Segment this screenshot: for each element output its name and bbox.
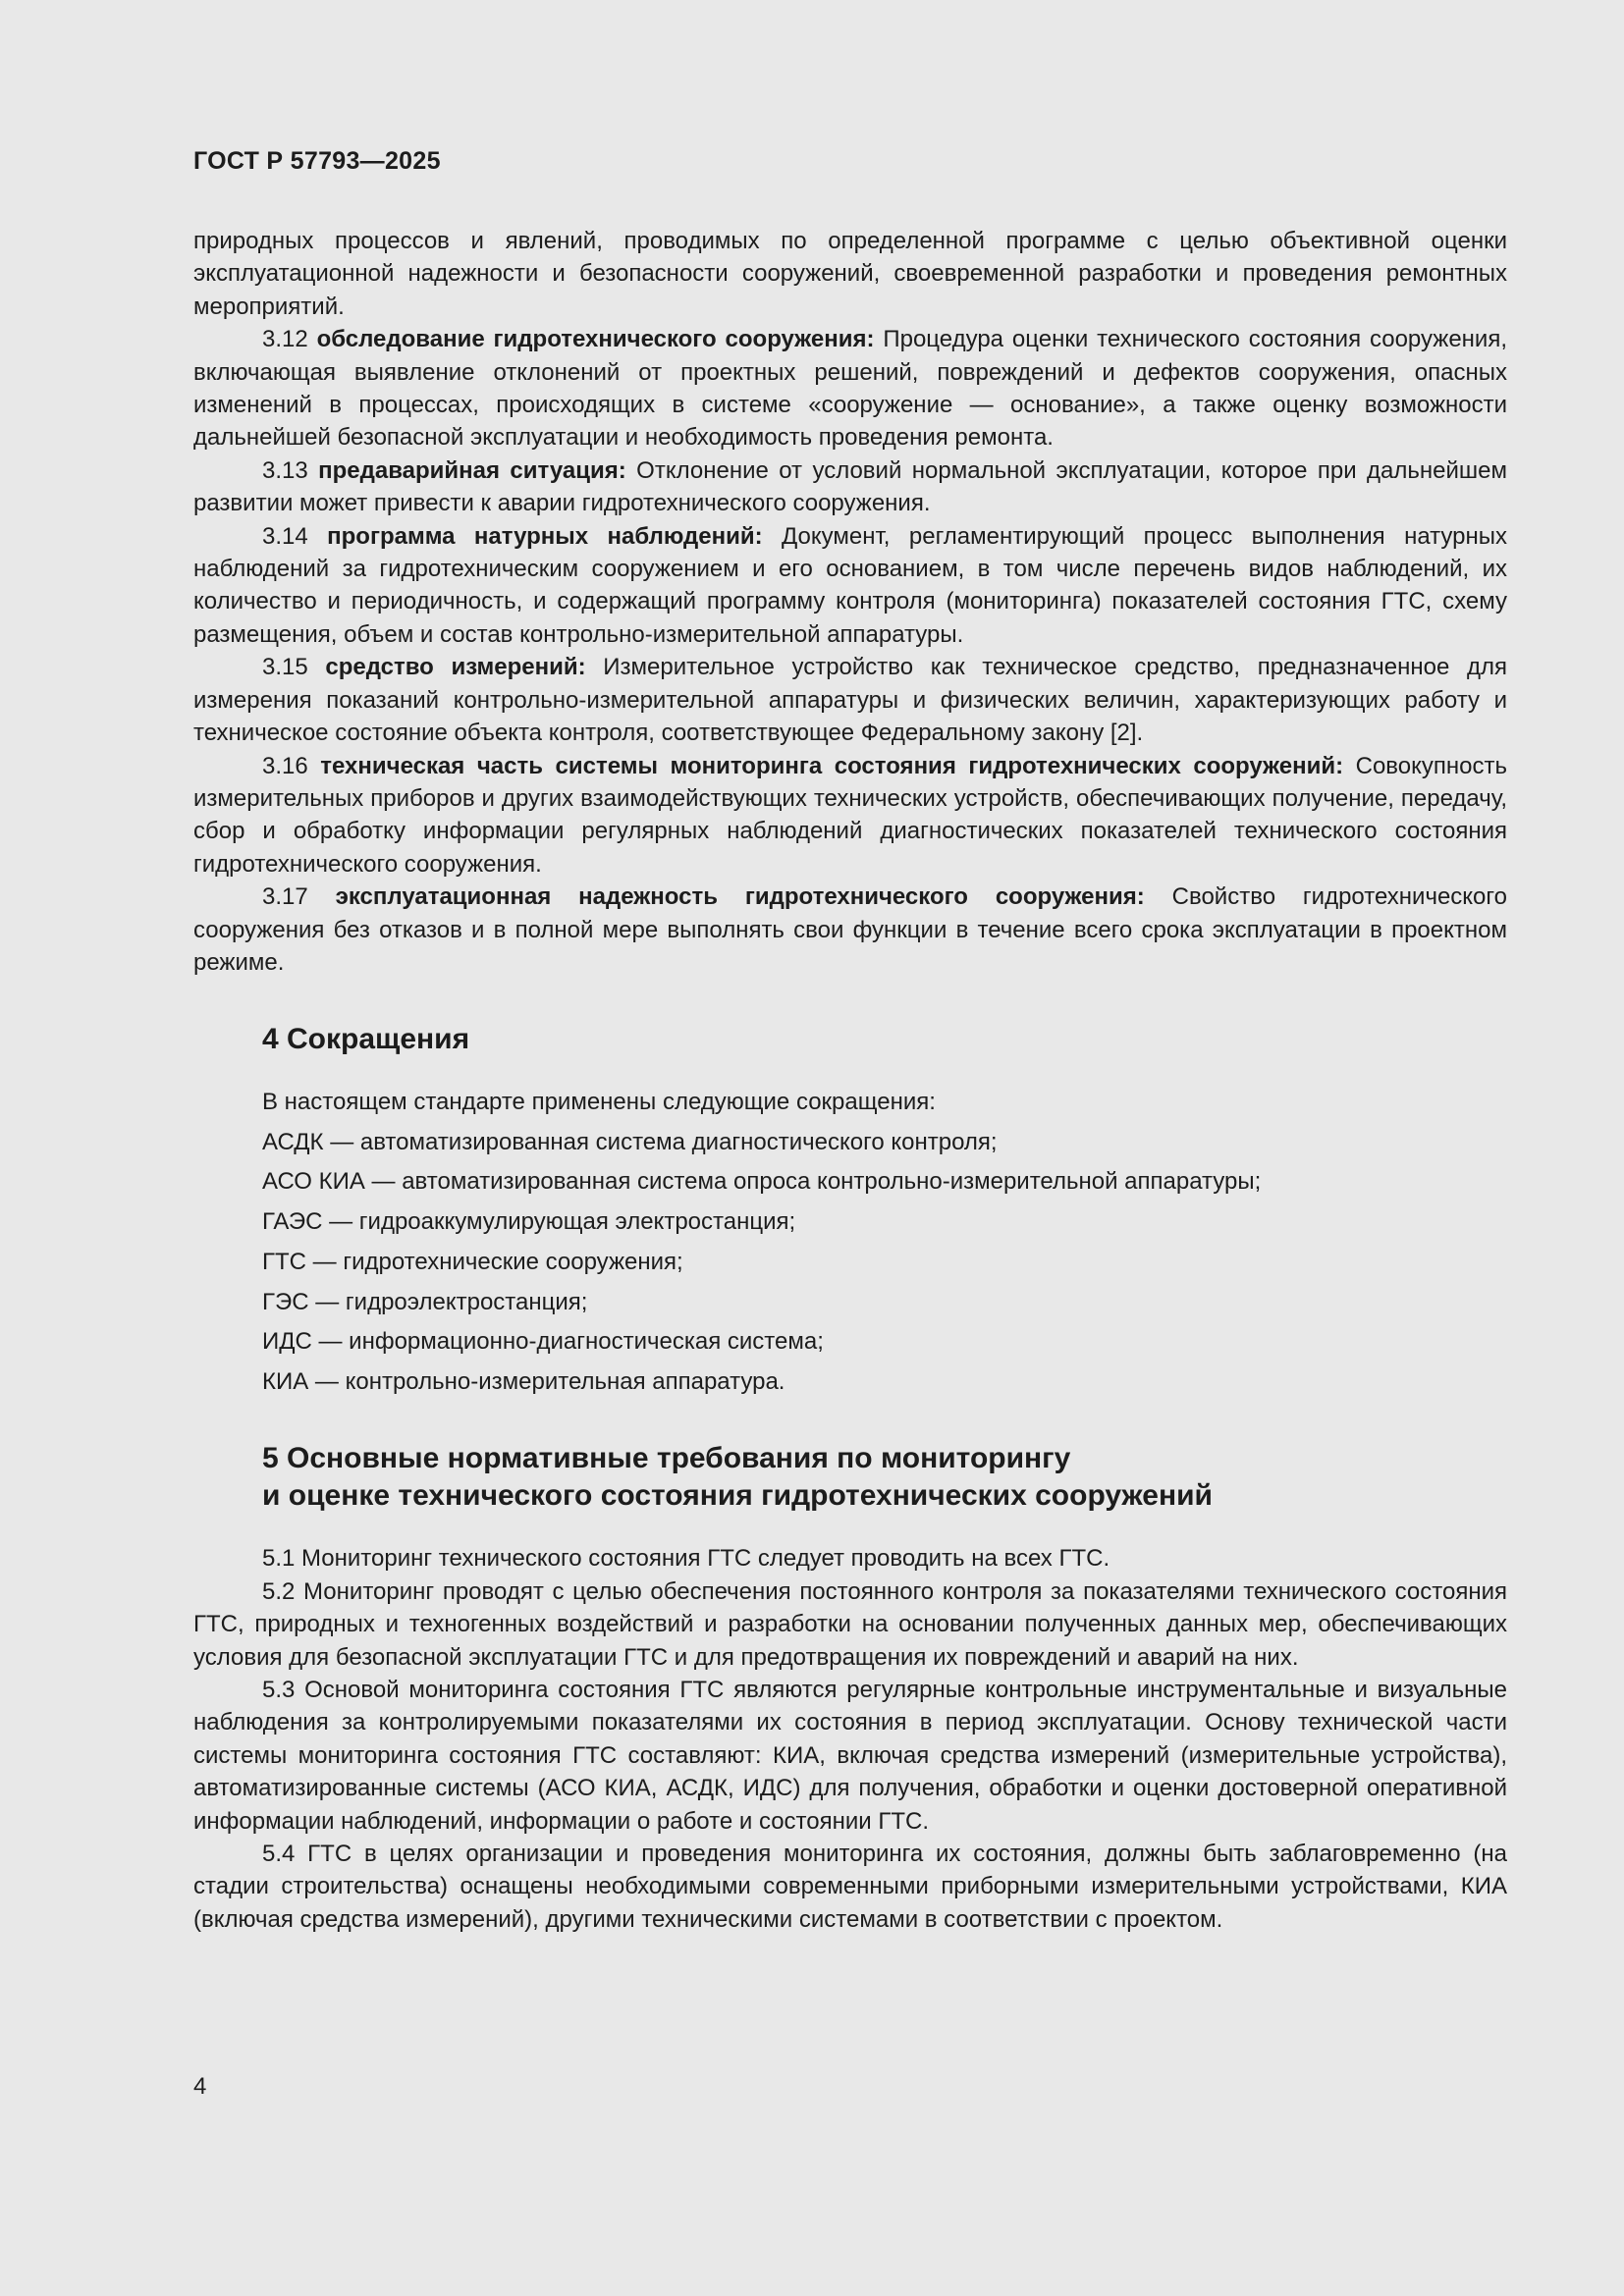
defined-term: программа натурных наблюдений: <box>327 522 763 550</box>
definition-text: Процедура оценки технического состояния сооружения, включающая выявление отклонений от проектных решений, повреждений и дефектов сооружения, опасных изменений в процессах, происходящих в системе «сооружение — основание», а также оценку возможности дальнейшей безопасной эксплуатации и необходимость проведения ремонта. <box>193 326 1507 452</box>
abbreviation-item: ГАЭС — гидроаккумулирующая электростанция; <box>262 1208 796 1236</box>
definition-text: Совокупность измерительных приборов и других взаимодействующих технических устройств, обеспечивающих получение, передачу, сбор и обработку информации регулярных наблюдений диагностических показателей технического состояния гидротехнического сооружения. <box>193 752 1507 878</box>
abbreviation-item: АСДК — автоматизированная система диагностического контроля; <box>262 1128 998 1155</box>
definition-3-13 <box>193 454 1507 520</box>
clause-5-4: 5.4 ГТС в целях организации и проведения мониторинга их состояния, должны быть заблаговременно (на стадии строительства) оснащены необходимыми современными приборными измерительными устройствами, КИА (включая средства измерений), другими техническими системами в соответствии с проектом. <box>193 1841 1507 1933</box>
clause-number: 3.14 <box>262 522 328 550</box>
clause-number: 3.13 <box>262 456 319 484</box>
paragraph-continuation: природных процессов и явлений, проводимых по определенной программе с целью объективной оценки эксплуатационной надежности и безопасности сооружений, своевременной разработки и проведения ремонтных мероприятий. <box>193 228 1507 320</box>
document-body <box>193 225 1507 1936</box>
section-5-title <box>262 1440 1507 1515</box>
clause-number: 3.16 <box>262 752 321 779</box>
definition-text: Отклонение от условий нормальной эксплуатации, которое при дальнейшем развитии может привести к аварии гидротехнического сооружения. <box>193 456 1508 517</box>
abbreviation-item: ГЭС — гидроэлектростанция; <box>262 1288 588 1315</box>
abbreviations-list <box>193 1126 1507 1399</box>
clause-number: 3.15 <box>262 654 326 681</box>
defined-term: эксплуатационная надежность гидротехнического сооружения: <box>335 883 1145 911</box>
abbreviation-item: ИДС — информационно-диагностическая система; <box>262 1328 824 1356</box>
defined-term: предаварийная ситуация: <box>318 456 626 484</box>
definition-text: Документ, регламентирующий процесс выполнения натурных наблюдений за гидротехническим сооружением и его основанием, в том числе перечень видов наблюдений, их количество и периодичность, и содержащий программу контроля (мониторинга) показателей состояния ГТС, схему размещения, объем и состав контрольно-измерительной аппаратуры. <box>193 522 1507 648</box>
section-5-title-line-1: 5 Основные нормативные требования по мониторингу <box>262 1442 1071 1475</box>
defined-term: средство измерений: <box>325 654 586 681</box>
document-header: ГОСТ Р 57793—2025 <box>193 147 441 175</box>
clause-5-3: 5.3 Основой мониторинга состояния ГТС являются регулярные контрольные инструментальные и визуальные наблюдения за контролируемыми показателями их состояния в период эксплуатации. Основу технической части системы мониторинга состояния ГТС составляют: КИА, включая средства измерений (измерительные устройства), автоматизированные системы (АСО КИА, АСДК, ИДС) для получения, обработки и оценки достоверной оперативной информации наблюдений, информации о работе и состоянии ГТС. <box>193 1677 1507 1835</box>
definition-3-14 <box>193 520 1507 652</box>
definition-3-15 <box>193 651 1507 749</box>
clause-5-2: 5.2 Мониторинг проводят с целью обеспечения постоянного контроля за показателями технического состояния ГТС, природных и техногенных воздействий и разработки на основании полученных данных мер, обеспечивающих условия для безопасной эксплуатации ГТС и для предотвращения их повреждений и аварий на них. <box>193 1577 1507 1671</box>
clause-number: 3.17 <box>262 883 336 911</box>
definition-3-17 <box>193 881 1507 979</box>
clause-number: 3.12 <box>262 326 317 353</box>
abbreviation-item: КИА — контрольно-измерительная аппаратура. <box>262 1367 785 1395</box>
page-number: 4 <box>193 2073 207 2100</box>
abbreviation-item: ГТС — гидротехнические сооружения; <box>262 1248 683 1275</box>
defined-term: обследование гидротехнического сооружения: <box>316 326 875 353</box>
definition-text: Измерительное устройство как техническое средство, предназначенное для измерения показаний контрольно-измерительной аппаратуры и физических величин, характеризующих работу и техническое состояние объекта контроля, соответствующее Федеральному закону [2]. <box>193 654 1507 747</box>
defined-term: техническая часть системы мониторинга состояния гидротехнических сооружений: <box>320 752 1344 779</box>
abbreviations-intro: В настоящем стандарте применены следующие сокращения: <box>262 1089 936 1116</box>
abbreviation-item: АСО КИА — автоматизированная система опроса контрольно-измерительной аппаратуры; <box>262 1168 1262 1196</box>
definition-text: Свойство гидротехнического сооружения без отказов и в полной мере выполнять свои функции в течение всего срока эксплуатации в проектном режиме. <box>193 883 1507 976</box>
clause-5-1: 5.1 Мониторинг технического состояния ГТС следует проводить на всех ГТС. <box>262 1545 1110 1573</box>
definition-3-16 <box>193 750 1507 881</box>
section-5-title-line-2: и оценке технического состояния гидротехнических сооружений <box>262 1479 1213 1513</box>
definition-3-12 <box>193 323 1507 454</box>
section-4-title: 4 Сокращения <box>262 1023 470 1056</box>
